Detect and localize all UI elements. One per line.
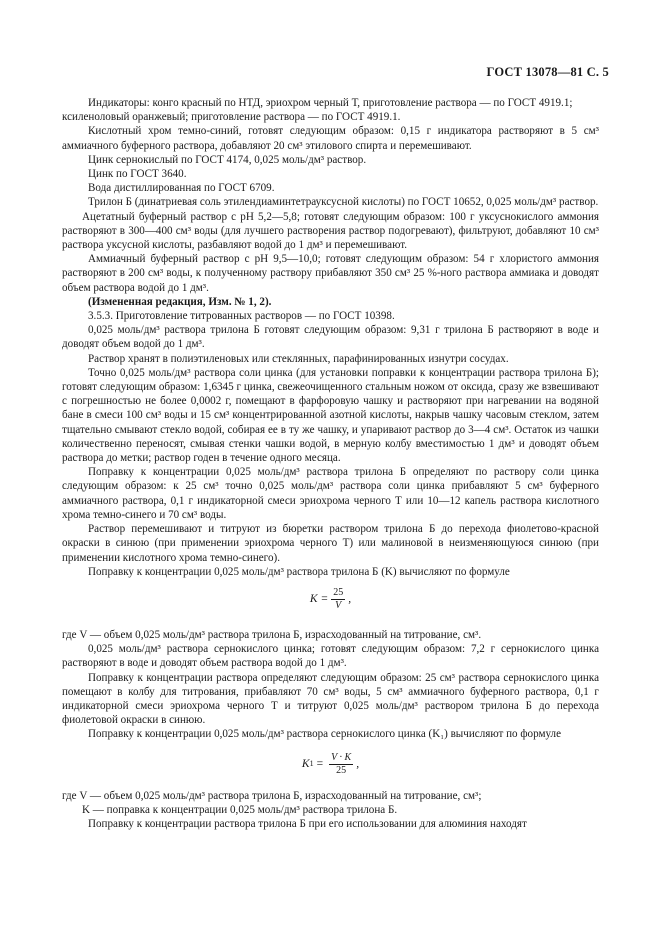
paragraph: 0,025 моль/дм³ раствора сернокислого цинка; готовят следующим образом: 7,2 г сернокислого цинка растворяют в воде и доводят объем раствора водой до 1 дм³. — [62, 643, 599, 670]
paragraph: Ацетатный буферный раствор с рН 5,2—5,8; готовят следующим образом: 100 г уксуснокислого аммония растворяют в 300—400 см³ воды (для лучшего растворения раствор подогревают), фильтруют, добавляют 10 см³ раствора уксусной кислоты, разбавляют водой до 1 дм³ и перемешивают. — [62, 210, 599, 252]
paragraph: Индикаторы: конго красный по НТД, эриохром черный Т, приготовление раствора — по ГОСТ 4919.1; — [88, 97, 573, 109]
formula-fraction — [331, 587, 345, 612]
formula-fraction — [329, 752, 353, 777]
paragraph: ксиленоловый оранжевый; приготовление раствора — по ГОСТ 4919.1. — [62, 111, 401, 124]
page-header: ГОСТ 13078—81 С. 5 — [486, 65, 609, 79]
paragraph: Трилон Б (динатриевая соль этилендиаминтетрауксусной кислоты) по ГОСТ 10652, 0,025 моль/дм³ раствор. — [88, 196, 599, 209]
formula-tail: , — [348, 593, 352, 606]
paragraph: Кислотный хром темно-синий, готовят следующим образом: 0,15 г индикатора растворяют в 5 см³ аммиачного буферного раствора, добавляют 20 см³ этилового спирта и перемешивают. — [62, 125, 599, 152]
paragraph: Поправку к концентрации 0,025 моль/дм³ раствора трилона Б (K) вычисляют по формуле — [88, 565, 510, 578]
paragraph: Раствор хранят в полиэтиленовых или стеклянных, парафинированных изнутри сосудах. — [88, 352, 509, 365]
paragraph: где V — объем 0,025 моль/дм³ раствора трилона Б, израсходованный на титрование, см³; — [62, 789, 482, 802]
formula-lhs: K = — [309, 593, 329, 606]
paragraph: Раствор перемешивают и титруют из бюретки раствором трилона Б до перехода фиолетово-красной окраски в синюю (при применении эриохрома черного Т) или малиновой в неизменяющуюся синюю (при применении кислотного хрома темно-синего). — [62, 523, 599, 564]
paragraph: Аммиачный буферный раствор с рН 9,5—10,0; готовят следующим образом: 54 г хлористого аммония растворяют в 200 см³ воды, к полученному раствору прибавляют 350 см³ 25 %-ного раствора аммиака и доводят объем раствора водой до 1 дм³. — [62, 253, 599, 294]
formula-lhs: K — [301, 757, 310, 770]
formula-denominator: 25 — [336, 764, 347, 776]
formula-numerator: 25 — [333, 586, 344, 598]
paragraph: Поправку к концентрации раствора определяют следующим образом: 25 см³ раствора сернокислого цинка помещают в колбу для титрования, прибавляют 70 см³ воды, 5 см³ аммиачного буферного раствора, 0,1 г индикаторной смеси эриохрома черного Т и титруют 0,025 моль/дм³ раствором трилона Б до перехода фиолетовой окраски в синюю. — [62, 671, 599, 727]
paragraph: Поправку к концентрации раствора трилона Б при его использовании для алюминия находят — [88, 817, 527, 830]
formula-k1 — [62, 752, 599, 777]
paragraph: где V — объем 0,025 моль/дм³ раствора трилона Б, израсходованный на титрование, см³. — [62, 628, 482, 641]
document-body — [62, 96, 599, 831]
formula-subscript: 1 — [309, 758, 314, 768]
section-heading: 3.5.3. Приготовление титрованных растворов — по ГОСТ 10398. — [88, 310, 395, 323]
amendment-note: (Измененная редакция, Изм. № 1, 2). — [88, 295, 272, 308]
formula-equals: = — [316, 757, 324, 770]
paragraph: 0,025 моль/дм³ раствора трилона Б готовят следующим образом: 9,31 г трилона Б растворяют в воде и доводят объем водой до 1 дм³. — [62, 324, 599, 351]
paragraph: K — поправка к концентрации 0,025 моль/дм³ раствора трилона Б. — [82, 803, 398, 816]
formula-numerator: V · K — [331, 751, 352, 763]
formula-tail: , — [356, 757, 360, 770]
formula-denominator: V — [335, 599, 342, 611]
paragraph: Вода дистиллированная по ГОСТ 6709. — [88, 182, 275, 195]
paragraph: Цинк сернокислый по ГОСТ 4174, 0,025 моль/дм³ раствор. — [88, 153, 367, 166]
paragraph: Поправку к концентрации 0,025 моль/дм³ раствора сернокислого цинка (K₁) вычисляют по формуле — [88, 728, 562, 741]
paragraph: Цинк по ГОСТ 3640. — [88, 168, 187, 181]
formula-k — [62, 587, 599, 612]
paragraph: Поправку к концентрации 0,025 моль/дм³ раствора трилона Б определяют по раствору соли цинка следующим образом: к 25 см³ точно 0,025 моль/дм³ раствора соли цинка прибавляют 5 см³ буферного аммиачного раствора, 0,1 г индикаторной смеси эриохрома черного Т или 10—12 капель раствора кислотного хрома темно-синего и 70 см³ воды. — [62, 466, 599, 521]
paragraph: Точно 0,025 моль/дм³ раствора соли цинка (для установки поправки к концентрации раствора трилона Б); готовят следующим образом: 1,6345 г цинка, свежеочищенного стальным ножом от оксида, сразу же взвешивают с погрешностью не более 0,0002 г, помещают в фарфоровую чашку и растворяют при нагревании на водяной бане в смеси 100 см³ воды и 15 см³ концентрированной азотной кислоты, накрыв чашку часовым стеклом, затем тщательно смывают стекло водой, собирая ее в ту же чашку, и упаривают раствор до 3—4 см³. Остаток из чашки количественно переносят, смывая стенки чашки водой, в мерную колбу вместимостью 1 дм³ и доводят объем раствора до метки; раствор годен в течение одного месяца. — [62, 366, 599, 465]
